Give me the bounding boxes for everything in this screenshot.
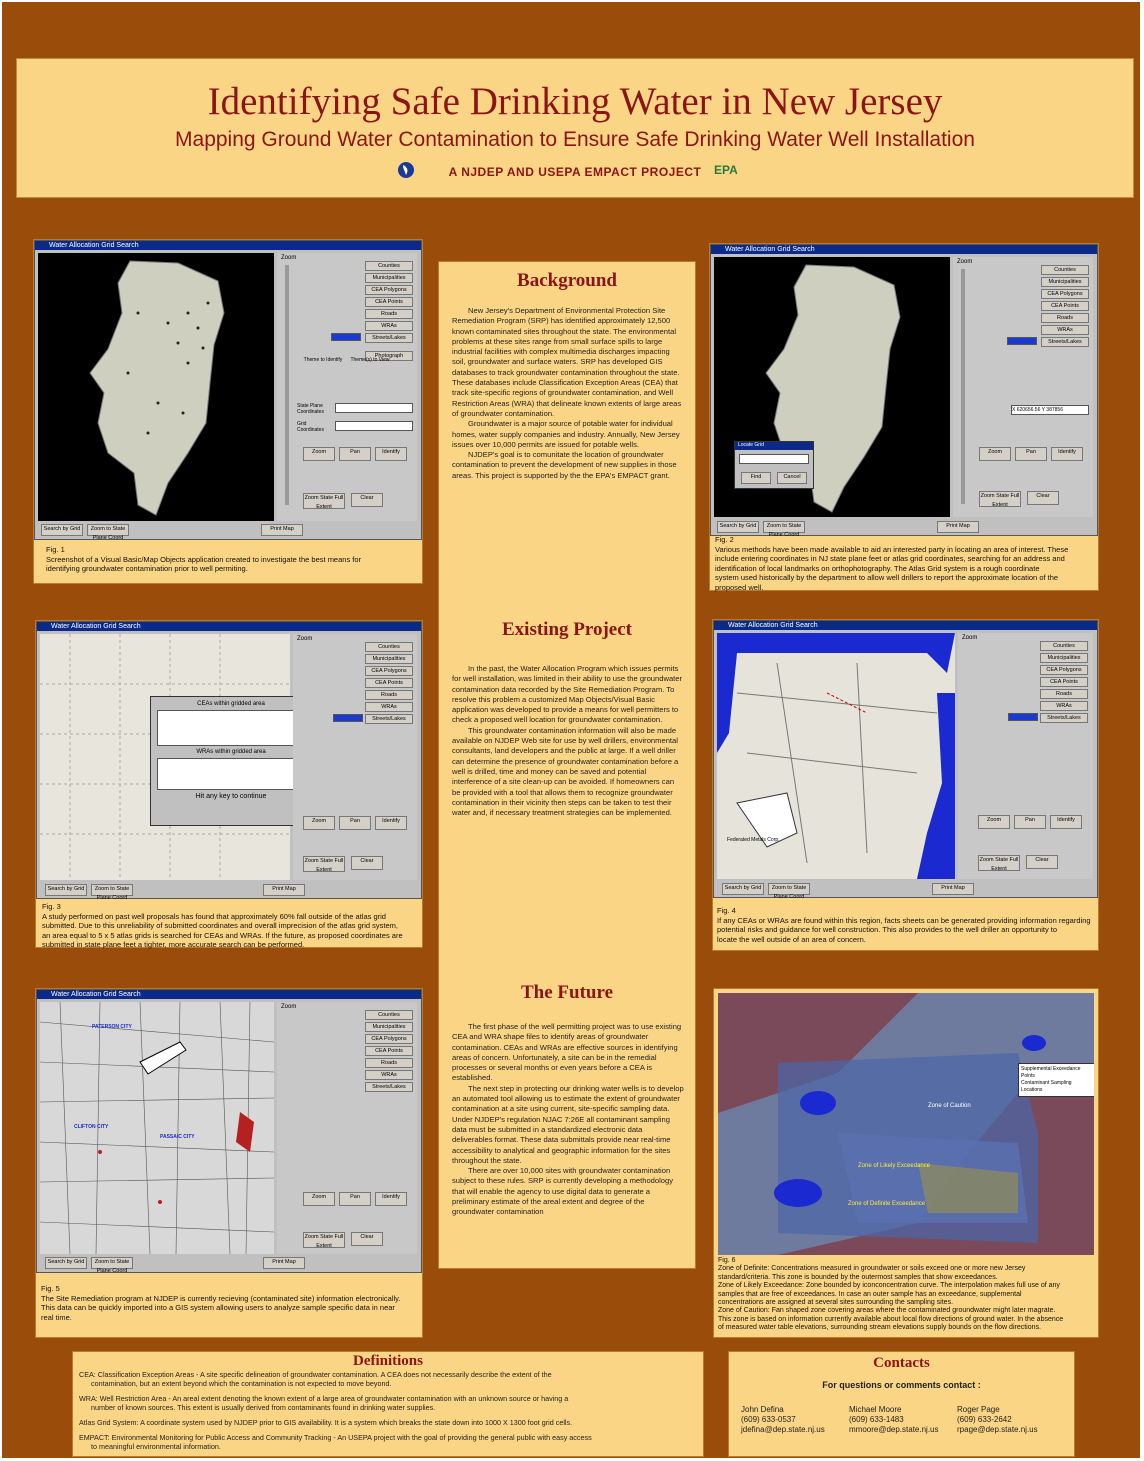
search-grid-button[interactable]: Search by Grid — [45, 884, 87, 896]
layer-wras[interactable]: WRAs — [365, 702, 413, 712]
fig2-titlebar: Water Allocation Grid Search — [711, 245, 1097, 254]
identify-button[interactable]: Identify — [375, 1192, 407, 1206]
definition-text: Atlas Grid System: A coordinate system used by NJDEP prior to GIS availability. It is a system which breaks the state down into 1000 X 1300 foot grid cells. — [79, 1418, 573, 1427]
zoom-grid-button[interactable]: Zoom to State Plane Coord — [87, 524, 129, 536]
fig6-legend — [1018, 1063, 1094, 1097]
fig4-caption — [717, 906, 1097, 944]
state-plane-input[interactable] — [335, 403, 413, 413]
fig5-controls — [277, 1002, 417, 1254]
contact-card — [741, 1405, 825, 1435]
zoom-button[interactable]: Zoom — [303, 816, 335, 830]
definition-text: CEA: Classification Exception Areas - A site specific delineation of groundwater contamination. A CEA does not necessarily describe the extent of the — [79, 1370, 552, 1379]
zoom-grid-button[interactable]: Zoom to State Plane Coord — [768, 883, 810, 895]
fig1-controls — [277, 253, 417, 521]
layer-swatch — [1007, 337, 1037, 345]
definition-item — [79, 1418, 699, 1427]
fig1-caption — [46, 545, 416, 574]
identify-button[interactable]: Identify — [1051, 447, 1083, 461]
layer-streets-lakes[interactable]: Streets/Lakes — [365, 714, 413, 724]
layer-counties[interactable]: Counties — [1040, 641, 1088, 651]
paragraph: The first phase of the well permitting project was to use existing CEA and WRA shape files to identify areas of groundwater contamination. CEAs and WRAs are effective sources in identifying areas of concern. Unfortunately, a site can be in the remedial processes or several months or even years before a CEA is established. — [452, 1022, 682, 1083]
epa-logo: EPA — [714, 163, 738, 177]
fig1-screenshot — [34, 240, 422, 540]
contacts-prompt: For questions or comments contact : — [822, 1380, 981, 1390]
identify-button[interactable]: Identify — [375, 447, 407, 461]
layer-municipalities[interactable]: Municipalities — [365, 1022, 413, 1032]
layer-cea-points[interactable]: CEA Points — [1040, 677, 1088, 687]
search-grid-button[interactable]: Search by Grid — [717, 521, 759, 533]
zoom-full-button[interactable]: Zoom State Full Extent — [304, 495, 344, 510]
zoom-slider[interactable] — [961, 269, 965, 504]
map-label-newark: NEWARK CITY — [799, 649, 841, 655]
fig2-screenshot — [710, 244, 1098, 536]
center-text-column — [438, 261, 696, 1269]
poster-title: Identifying Safe Drinking Water in New Jersey — [207, 80, 943, 123]
zone-likely-label: Zone of Likely Exceedance — [858, 1163, 931, 1169]
search-grid-button[interactable]: Search by Grid — [45, 1257, 87, 1269]
contacts-heading: Contacts — [873, 1355, 930, 1371]
fig5-screenshot — [36, 989, 422, 1273]
pan-button[interactable]: Pan — [1014, 815, 1046, 829]
paragraph: New Jersey's Department of Environmental Protection Site Remediation Program (SRP) has identified approximately 12,500 known contaminated sites throughout the state. The environmental problems at these sites range from small surface spills to large industrial facilities with complex multimedia discharges impacting soil, groundwater and surface waters. SRP has developed GIS databases to track groundwater contamination throughout the state. These databases include Classification Exception Areas (CEA) that track site-specific regions of groundwater contamination, and Well Restriction Areas (WRA) that delineate known extents of large areas of groundwater contamination. — [452, 306, 682, 418]
definition-item — [79, 1370, 699, 1388]
layer-wras[interactable]: WRAs — [365, 1070, 413, 1080]
dialog-find-button[interactable]: Find — [741, 472, 771, 484]
fig3-titlebar: Water Allocation Grid Search — [37, 622, 421, 631]
fig3-screenshot — [36, 621, 422, 899]
map-label-federated: Federated Metals Corp. — [727, 837, 780, 843]
fig6-panel — [713, 988, 1099, 1338]
definition-text: to meaningful environmental information. — [91, 1442, 221, 1451]
zone-definite-label: Zone of Definite Exceedance — [848, 1201, 926, 1207]
layer-cea-polygons[interactable]: CEA Polygons — [365, 666, 413, 676]
caption-line: proposed well. — [715, 582, 764, 592]
pan-button[interactable]: Pan — [339, 816, 371, 830]
fig6-caption — [718, 1257, 1096, 1333]
zoom-label: Zoom — [281, 255, 297, 261]
caption-line: Fig. 2 — [715, 535, 734, 544]
layer-municipalities[interactable]: Municipalities — [365, 654, 413, 664]
contact-phone: (609) 633-0537 — [741, 1415, 796, 1424]
popup-title: CEAs within gridded area — [197, 701, 265, 707]
fig2-controls — [953, 257, 1093, 517]
paragraph: There are over 10,000 sites with groundwater contamination subject to these rules. SRP is currently developing a methodology that will enable the agency to use digital data to generate a preliminary estimate of the areal extent and degree of the groundwater contamination — [452, 1166, 674, 1217]
layer-cea-points[interactable]: CEA Points — [365, 678, 413, 688]
layer-roads[interactable]: Roads — [365, 309, 413, 319]
fig2-caption — [715, 535, 1095, 592]
contact-name: Roger Page — [957, 1405, 1000, 1414]
state-plane-label: State Plane Coordinates — [297, 403, 324, 415]
locate-grid-dialog — [734, 441, 814, 489]
caption-line: Zone of Definite: Concentrations measured in groundwater or soils exceed one or more new Jersey — [718, 1265, 1026, 1273]
definitions-panel — [72, 1351, 704, 1457]
clear-button[interactable]: Clear — [351, 1232, 383, 1246]
paragraph: This groundwater contamination information will also be made available on NJDEP Web site for use by well drillers, environmental consultants, land developers and the public at large. If a well driller can determine the presence of groundwater contamination before a well is drilled, time and money can be saved and potential interference of a site clean-up can be avoided. If homeowners can be provided with a tool that allows them to recognize groundwater contamination in their vicinity then steps can be taken to test their water and, if necessary treatment strategies can be implemented. — [452, 725, 679, 818]
caption-line: Fig. 1 — [46, 545, 65, 554]
print-map-button[interactable]: Print Map — [932, 883, 974, 895]
zoom-button[interactable]: Zoom — [303, 447, 335, 461]
future-heading: The Future — [520, 982, 613, 1003]
contact-phone: (609) 633-2642 — [957, 1415, 1012, 1424]
caption-line: Zone of Likely Exceedance: Zone bounded by iconconcentration curve. The interpolation makes full use of any — [718, 1282, 1060, 1290]
definition-text: contamination, but an extent beyond which the contamination is not expected to move beyond. — [91, 1379, 392, 1388]
fig4-controls — [958, 633, 1093, 879]
caption-line: standard/criteria. This zone is bounded by the outermost samples that show exceedances. — [718, 1273, 998, 1281]
layer-swatch — [333, 714, 363, 722]
layer-cea-polygons[interactable]: CEA Polygons — [365, 1034, 413, 1044]
layer-roads[interactable]: Roads — [365, 1058, 413, 1068]
print-map-button[interactable]: Print Map — [937, 521, 979, 533]
print-map-button[interactable]: Print Map — [263, 1257, 305, 1269]
zoom-button[interactable]: Zoom — [303, 1192, 335, 1206]
fig2-panel — [709, 243, 1099, 591]
caption-line: include entering coordinates in NJ state plane feet or atlas grid coordinates, searching for an address and — [715, 554, 1065, 563]
contacts-panel — [728, 1351, 1075, 1457]
pan-button[interactable]: Pan — [339, 1192, 371, 1206]
zoom-button[interactable]: Zoom — [979, 447, 1011, 461]
fig1-titlebar: Water Allocation Grid Search — [35, 241, 421, 250]
popup-hint: Hit any key to continue — [195, 793, 267, 800]
fig3-map — [40, 634, 290, 880]
pan-button[interactable]: Pan — [339, 447, 371, 461]
legend-item: Contaminant Sampling Locations — [1021, 1080, 1072, 1093]
caption-line: submitted in state plane feet a tighter, more accurate search can be performed. — [42, 940, 305, 949]
layer-streets-lakes[interactable]: Streets/Lakes — [365, 1082, 413, 1092]
layer-counties[interactable]: Counties — [365, 1010, 413, 1020]
zoom-label: Zoom — [281, 1004, 297, 1010]
paragraph: In the past, the Water Allocation Program which issues permits for well installation, was limited in their ability to use the groundwater contamination data recorded by the Site Remediation Program. To resolve this problem a customized Map Objects/Visual Basic application was developed to provide a means for well permitters to check a proposed well location for groundwater contamination. — [452, 664, 683, 725]
zoom-label: Zoom — [962, 635, 978, 641]
caption-line: potential risks and guidance for well construction. This also provides to the well driller an opportunity to — [717, 925, 1058, 934]
layer-swatch — [331, 333, 361, 341]
zoom-grid-button[interactable]: Zoom to State Plane Coord — [91, 1257, 133, 1269]
layer-wras[interactable]: WRAs — [1040, 701, 1088, 711]
caption-line: The Site Remediation program at NJDEP is currently recieving (contaminated site) information electronically. — [41, 1293, 401, 1303]
fig3-controls — [293, 634, 417, 880]
existing-project-body — [452, 664, 684, 818]
layer-streets-lakes[interactable]: Streets/Lakes — [365, 333, 413, 343]
fig3-panel — [35, 620, 423, 948]
caption-line: locate the well outside of an area of concern. — [717, 934, 866, 944]
clear-button[interactable]: Clear — [1026, 855, 1058, 869]
layer-roads[interactable]: Roads — [365, 690, 413, 700]
dialog-input[interactable] — [739, 454, 809, 464]
popup-wra-title: WRAs within gridded area — [196, 749, 266, 755]
cea-popup — [150, 696, 312, 826]
existing-project-heading: Existing Project — [502, 619, 632, 640]
clear-button[interactable]: Clear — [1027, 491, 1059, 505]
layer-municipalities[interactable]: Municipalities — [1041, 277, 1089, 287]
print-map-button[interactable]: Print Map — [261, 524, 303, 536]
caption-line: submitted. Due to this unreliability of submitted coordinates and overall imprecision of the atlas grid system, — [42, 921, 399, 930]
fig4-map — [717, 633, 955, 879]
caption-line: concentrations are assigned at several sites surrounding the sampling sites. — [718, 1299, 954, 1307]
photograph-button[interactable]: Photograph — [365, 351, 413, 361]
background-heading: Background — [517, 270, 617, 291]
definitions-heading: Definitions — [352, 1353, 423, 1369]
layer-municipalities[interactable]: Municipalities — [1040, 653, 1088, 663]
paragraph: The next step in protecting our drinking water wells is to develop an automated tool allowing us to estimate the extent of groundwater contamination at a site using current, site-specific sampling data. Under NJDEP's regulation NJAC 7:26E all contaminant sampling data must be submitted in a standardized electronic data deliverables format. These data submittals provide near real-time accessibility to analytical and geographic information for the sites throughout the state. — [452, 1083, 684, 1165]
paragraph: Groundwater is a major source of potable water for individual homes, water supply companies and industry. Annually, New Jersey issues over 10,000 permits are issued for potable wells. — [452, 419, 680, 449]
layer-streets-lakes[interactable]: Streets/Lakes — [1040, 713, 1088, 723]
caption-line: system used historically by the department to allow well drillers to report the approximate location of the — [715, 573, 1059, 582]
state-plane-input[interactable]: X 620656.56 Y 387856 — [1011, 405, 1089, 415]
layer-counties[interactable]: Counties — [1041, 265, 1089, 275]
layer-wras[interactable]: WRAs — [1041, 325, 1089, 335]
layer-cea-polygons[interactable]: CEA Polygons — [365, 285, 413, 295]
theme-identify-label: Theme to Identify — [303, 357, 343, 363]
definitions-list — [79, 1370, 699, 1457]
future-body — [452, 1022, 684, 1218]
layer-cea-points[interactable]: CEA Points — [1041, 301, 1089, 311]
fig5-caption — [41, 1284, 421, 1322]
fig6-aerial-photo — [718, 993, 1094, 1255]
zoom-grid-button[interactable]: Zoom to State Plane Coord — [91, 884, 133, 896]
layer-wras[interactable]: WRAs — [365, 321, 413, 331]
fig4-titlebar: Water Allocation Grid Search — [714, 621, 1097, 630]
caption-line: Fig. 3 — [42, 902, 61, 911]
zoom-full-button[interactable]: Zoom State Full Extent — [304, 858, 344, 873]
identify-button[interactable]: Identify — [375, 816, 407, 830]
contact-card — [957, 1405, 1038, 1435]
fig1-map — [38, 253, 274, 521]
zoom-grid-button[interactable]: Zoom to State Plane Coord — [763, 521, 805, 533]
fig5-panel — [35, 988, 423, 1338]
fig1-panel — [33, 239, 423, 584]
paragraph: NJDEP's goal is to comunitate the location of groundwater contamination to prevent the development of new supplies in those areas. This project is supported by the the EPA's EMPACT grant. — [452, 450, 677, 480]
layer-counties[interactable]: Counties — [365, 261, 413, 271]
caption-line: This zone is based on information currently available about local flow directions of ground water. In the absence — [718, 1315, 1064, 1323]
zone-caution-label: Zone of Caution — [928, 1103, 971, 1109]
caption-line: Fig. 6 — [718, 1257, 736, 1264]
map-label-passaic: PASSAIC CITY — [160, 1134, 195, 1140]
search-grid-button[interactable]: Search by Grid — [722, 883, 764, 895]
theme-view-label: Theme(s) to View — [350, 357, 390, 363]
caption-line: identifying groundwater contamination prior to well permiting. — [46, 564, 248, 573]
zoom-full-button[interactable]: Zoom State Full Extent — [979, 857, 1019, 872]
fig4-screenshot — [713, 620, 1098, 898]
contact-name: Michael Moore — [849, 1405, 902, 1414]
clear-button[interactable]: Clear — [351, 493, 383, 507]
zoom-label: Zoom — [957, 259, 973, 265]
contact-email[interactable]: rpage@dep.state.nj.us — [957, 1425, 1038, 1434]
layer-cea-points[interactable]: CEA Points — [365, 297, 413, 307]
print-map-button[interactable]: Print Map — [263, 884, 305, 896]
nj-state-map-icon — [38, 253, 274, 521]
fig5-titlebar: Water Allocation Grid Search — [37, 990, 421, 999]
layer-cea-polygons[interactable]: CEA Polygons — [1041, 289, 1089, 299]
project-byline: A NJDEP AND USEPA EMPACT PROJECT — [448, 165, 702, 179]
popup-cea-list[interactable] — [157, 710, 305, 746]
zoom-full-button[interactable]: Zoom State Full Extent — [304, 1234, 344, 1249]
caption-line: samples that are free of exceedances. In case an outer sample has an exceedance, supplemental — [718, 1290, 1022, 1298]
poster-background — [2, 2, 1140, 1458]
map-label-clifton: CLIFTON CITY — [74, 1124, 109, 1130]
dialog-title: Locate Grid — [735, 442, 813, 450]
layer-cea-polygons[interactable]: CEA Polygons — [1040, 665, 1088, 675]
zoom-full-button[interactable]: Zoom State Full Extent — [980, 493, 1020, 508]
definition-text: WRA: Well Restriction Area - An areal extent denoting the known extent of a large area of groundwater contamination with an unknown source or having a — [79, 1394, 569, 1403]
caption-line: If any CEAs or WRAs are found within this region, facts sheets can be generated providing information regarding — [717, 915, 1091, 925]
caption-line: identification of local landmarks on orthophotography. The Atlas Grid system is a rough coordinate — [715, 563, 1040, 573]
caption-line: Zone of Caution: Fan shaped zone covering areas where the contaminated groundwater might later magrate. — [718, 1307, 1056, 1315]
layer-roads[interactable]: Roads — [1041, 313, 1089, 323]
zoom-button[interactable]: Zoom — [978, 815, 1010, 829]
background-body — [452, 306, 684, 481]
caption-line: an area equal to 5 x 5 atlas grids is searched for CEAs and WRAs. If the future, as proposed coordinates are — [42, 930, 403, 940]
layer-roads[interactable]: Roads — [1040, 689, 1088, 699]
dialog-cancel-button[interactable]: Cancel — [777, 472, 807, 484]
definition-item — [79, 1394, 699, 1412]
layer-counties[interactable]: Counties — [365, 642, 413, 652]
fig5-map — [40, 1002, 274, 1254]
definition-text: number of known sources. This extent is usually derived from contaminants found in drinking water supplies. — [91, 1403, 436, 1412]
caption-line: real time. — [41, 1312, 72, 1322]
layer-municipalities[interactable]: Municipalities — [365, 273, 413, 283]
search-grid-button[interactable]: Search by Grid — [41, 524, 83, 536]
popup-wra-list[interactable] — [157, 758, 305, 790]
contact-email[interactable]: jdefina@dep.state.nj.us — [741, 1425, 825, 1434]
zoom-label: Zoom — [297, 636, 313, 642]
poster-subtitle: Mapping Ground Water Contamination to Ensure Safe Drinking Water Well Installation — [175, 128, 975, 151]
caption-line: of measured water table elevations, surrounding stream elevations supply bounds on the flow directions. — [718, 1324, 1041, 1332]
contact-email[interactable]: mmoore@dep.state.nj.us — [849, 1425, 939, 1434]
zoom-slider[interactable] — [285, 265, 289, 505]
legend-item: Supplemental Exceedance Points — [1021, 1066, 1081, 1079]
caption-line: Fig. 5 — [41, 1284, 60, 1293]
contamination-zones-icon — [718, 993, 1094, 1255]
pan-button[interactable]: Pan — [1015, 447, 1047, 461]
fig4-panel — [712, 619, 1099, 951]
contact-name: John Defina — [741, 1405, 784, 1414]
caption-line: A study performed on past well proposals has found that approximately 60% fall outside of the atlas grid — [42, 911, 386, 921]
map-label-paterson: PATERSON CITY — [92, 1024, 132, 1030]
layer-cea-points[interactable]: CEA Points — [365, 1046, 413, 1056]
identify-button[interactable]: Identify — [1050, 815, 1082, 829]
header-banner — [16, 58, 1134, 198]
caption-line: Various methods have been made available to aid an interested party in locating an area of interest. These — [715, 544, 1069, 554]
caption-line: This data can be quickly imported into a GIS system allowing users to analyze sample specific data in near — [41, 1303, 395, 1312]
contact-phone: (609) 633-1483 — [849, 1415, 904, 1424]
contact-card — [849, 1405, 939, 1435]
fig3-caption — [42, 902, 420, 950]
definition-item — [79, 1433, 699, 1451]
clear-button[interactable]: Clear — [351, 856, 383, 870]
caption-line: Screenshot of a Visual Basic/Map Objects application created to investigate the best means for — [46, 554, 362, 564]
definition-text: EMPACT: Environmental Monitoring for Public Access and Community Tracking - An USEPA project with the goal of providing the general public with easy access — [79, 1433, 592, 1442]
layer-streets-lakes[interactable]: Streets/Lakes — [1041, 337, 1089, 347]
fig2-map — [714, 257, 950, 517]
grid-coord-label: Grid Coordinates — [297, 421, 324, 433]
layer-swatch — [1008, 713, 1038, 721]
caption-line: Fig. 4 — [717, 906, 736, 915]
grid-coord-input[interactable] — [335, 421, 413, 431]
